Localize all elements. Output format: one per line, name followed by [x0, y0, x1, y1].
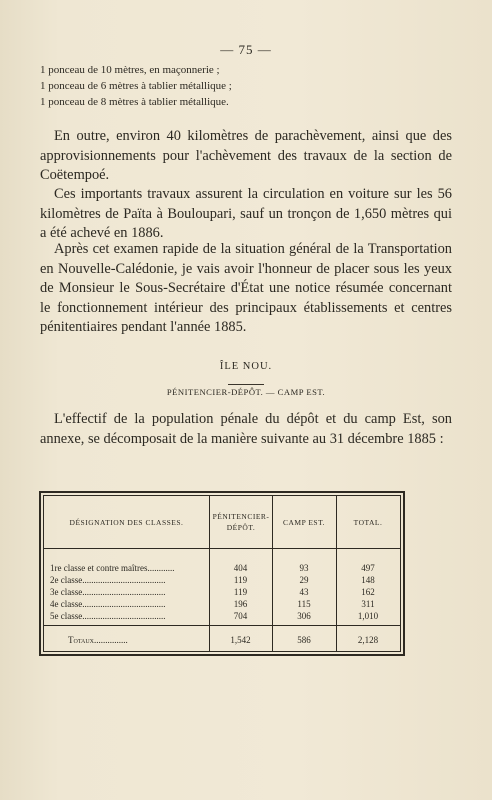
- header-penitencier: PÉNITENCIER-DÉPÔT.: [212, 512, 270, 532]
- totals-camp: 586: [297, 635, 311, 645]
- totals-label: Totaux...............: [68, 635, 128, 645]
- row-total: 148: [361, 575, 375, 585]
- row-label: 2e classe.....................................: [50, 575, 166, 585]
- subheading: PÉNITENCIER-DÉPÔT. — CAMP EST.: [166, 387, 326, 397]
- paragraph-summary: [40, 240, 452, 338]
- bridge-list: [40, 62, 232, 110]
- row-penitencier: 119: [233, 575, 248, 585]
- row-camp: 29: [299, 575, 309, 585]
- paragraph-works: [40, 127, 452, 186]
- list-item: 1 ponceau de 8 mètres à tablier métallique.: [40, 96, 229, 108]
- header-total: TOTAL.: [353, 517, 383, 527]
- row-penitencier: 196: [233, 599, 248, 609]
- row-penitencier: 119: [233, 587, 248, 597]
- row-penitencier: 404: [233, 563, 248, 573]
- paragraph-text: Après cet examen rapide de la situation général de la Transportation en Nouvelle-Calédonie, je vais avoir l'honneur de placer sous les yeux de Monsieur le Sous-Secrétaire d'État une notice résumée concernant le fonctionnement intérieur des principaux établissements et centres pénitentiaires pendant l'année 1885.: [40, 241, 452, 336]
- paragraph-effectif: [40, 410, 452, 449]
- table-total-rule: [44, 625, 400, 626]
- heading-rule: [228, 384, 264, 385]
- row-label: 5e classe.....................................: [50, 611, 166, 621]
- row-total: 1,010: [357, 611, 379, 621]
- row-label: 1re classe et contre maîtres............: [50, 563, 175, 573]
- row-camp: 93: [299, 563, 309, 573]
- row-camp: 115: [297, 599, 311, 609]
- paragraph-text: Ces importants travaux assurent la circulation en voiture sur les 56 kilomètres de Païta à Bouloupari, sauf un tronçon de 1,650 mètres qui a été achevé en 1886.: [40, 186, 452, 242]
- totals-total: 2,128: [357, 635, 379, 645]
- page-number: — 75 —: [220, 42, 272, 57]
- row-label: 4e classe.....................................: [50, 599, 166, 609]
- paragraph-text: L'effectif de la population pénale du dépôt et du camp Est, son annexe, se décomposait de la manière suivante au 31 décembre 1885 :: [40, 411, 452, 447]
- population-table: [39, 491, 405, 656]
- header-camp: CAMP EST.: [282, 517, 325, 527]
- table-inner-frame: [43, 495, 401, 652]
- list-item: 1 ponceau de 6 mètres à tablier métallique ;: [40, 80, 232, 92]
- header-designation: DÉSIGNATION DES CLASSES.: [69, 517, 184, 527]
- row-camp: 43: [299, 587, 309, 597]
- totals-penitencier: 1,542: [230, 635, 251, 645]
- paragraph-text: En outre, environ 40 kilomètres de parachèvement, ainsi que des approvisionnements pour l'achèvement des travaux de la section de Coëtempoé.: [40, 128, 452, 184]
- table-header-rule: [44, 548, 400, 549]
- row-total: 311: [361, 599, 375, 609]
- section-heading: ÎLE NOU.: [219, 361, 273, 372]
- row-label: 3e classe.....................................: [50, 587, 166, 597]
- row-penitencier: 704: [233, 611, 248, 621]
- row-total: 162: [361, 587, 375, 597]
- list-item: 1 ponceau de 10 mètres, en maçonnerie ;: [40, 64, 220, 76]
- row-camp: 306: [297, 611, 311, 621]
- row-total: 497: [361, 563, 375, 573]
- paragraph-circulation: [40, 185, 452, 244]
